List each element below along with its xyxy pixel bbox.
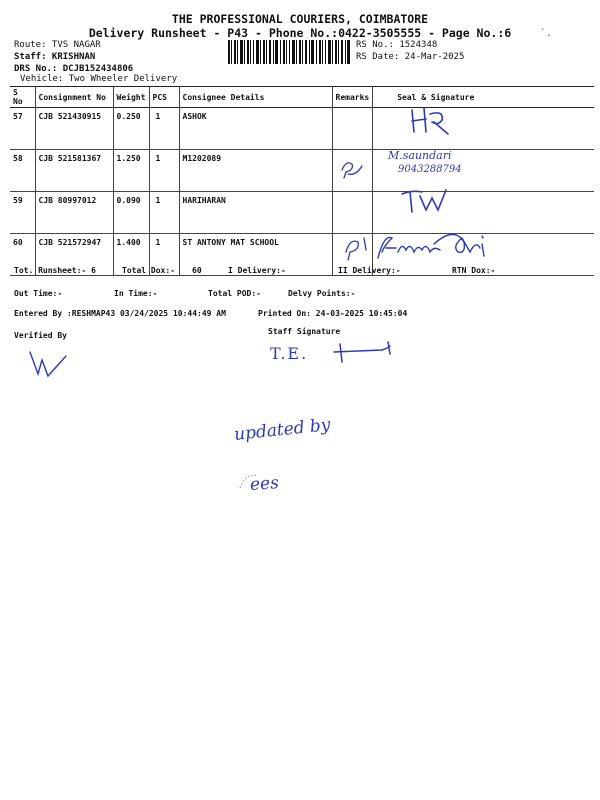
cell-consignment: CJB 80997012: [35, 192, 113, 234]
rs-number: RS No.: 1524348: [356, 40, 438, 50]
table-header-row: [10, 87, 594, 108]
handwritten-note-line2: ees: [249, 473, 280, 495]
barcode-image: [228, 40, 350, 64]
col-header-consignee: Consignee Details: [179, 87, 332, 108]
i-delivery: I Delivery:-: [228, 266, 286, 275]
cell-consignment: CJB 521572947: [35, 234, 113, 276]
row58-remark-tick: [336, 156, 366, 180]
cell-sno: 60: [10, 234, 35, 276]
verified-by-label: Verified By: [14, 331, 67, 340]
cell-remarks: [332, 108, 373, 150]
handwritten-note-line1: updated by: [233, 415, 332, 445]
runsheet-table: [10, 86, 594, 276]
rs-date: RS Date: 24-Mar-2025: [356, 52, 465, 62]
row59-signature: [398, 186, 458, 216]
cell-weight: 1.400: [113, 234, 149, 276]
staff-signature-label: Staff Signature: [268, 327, 341, 336]
cell-sno: 57: [10, 108, 35, 150]
cell-consignment: CJB 521430915: [35, 108, 113, 150]
printed-on: Printed On: 24-03-2025 10:45:04: [258, 309, 408, 318]
cell-sno: 58: [10, 150, 35, 192]
verified-by-signature: [26, 346, 76, 382]
drs-number: DRS No.: DCJB152434806: [14, 64, 134, 74]
cell-pcs: 1: [149, 150, 179, 192]
staff-signature-text: T.E.: [270, 344, 309, 363]
rtn-dox: RTN Dox:-: [452, 266, 496, 275]
total-pod: Total POD:-: [208, 289, 261, 298]
row58-seal-phone: 9043288794: [398, 164, 462, 175]
cell-pcs: 1: [149, 108, 179, 150]
ii-delivery: II Delivery:-: [338, 266, 401, 275]
staff-signature-scribble: [330, 336, 400, 366]
col-header-sno: S No: [10, 87, 35, 108]
table-row: [10, 192, 594, 234]
stray-mark: `.: [540, 28, 553, 39]
cell-consignment: CJB 521581367: [35, 150, 113, 192]
cell-pcs: 1: [149, 192, 179, 234]
route-label: Route: TVS NAGAR: [14, 40, 101, 50]
total-dox-label: Total Dox:-: [122, 266, 175, 275]
table-row: [10, 234, 594, 276]
cell-weight: 1.250: [113, 150, 149, 192]
cell-remarks: [332, 192, 373, 234]
table-row: [10, 150, 594, 192]
total-runsheet: Tot. Runsheet:- 6: [14, 266, 96, 275]
total-dox-value: 60: [192, 266, 202, 275]
cell-pcs: 1: [149, 234, 179, 276]
cell-consignee: ST ANTONY MAT SCHOOL: [179, 234, 332, 276]
table-row: [10, 108, 594, 150]
row60-remark-tick: [338, 234, 372, 262]
cell-weight: 0.090: [113, 192, 149, 234]
col-header-remarks: Remarks: [332, 87, 373, 108]
vehicle-label: Vehicle: Two Wheeler Delivery: [20, 74, 178, 84]
cell-consignee: ASHOK: [179, 108, 332, 150]
cell-consignee: M1202089: [179, 150, 332, 192]
out-time: Out Time:-: [14, 289, 63, 298]
row60-signature: [374, 228, 504, 264]
runsheet-subtitle: Delivery Runsheet - P43 - Phone No.:0422-3505555 - Page No.:6: [88, 26, 512, 40]
row57-signature: [404, 104, 464, 138]
delivery-points: Delvy Points:-: [288, 289, 356, 298]
row58-seal-name: M.saundari: [388, 149, 452, 162]
company-title: THE PROFESSIONAL COURIERS, COIMBATORE: [171, 12, 429, 26]
col-header-consignment: Consignment No: [35, 87, 113, 108]
cell-sno: 59: [10, 192, 35, 234]
col-header-pcs: PCS: [149, 87, 179, 108]
note-dotted-mark: [236, 468, 266, 494]
cell-weight: 0.250: [113, 108, 149, 150]
cell-consignee: HARIHARAN: [179, 192, 332, 234]
staff-label: Staff: KRISHNAN: [14, 52, 96, 62]
in-time: In Time:-: [114, 289, 158, 298]
col-header-seal: Seal & Signature: [373, 87, 594, 108]
entered-by: Entered By :RESHMAP43 03/24/2025 10:44:49 AM: [14, 309, 226, 318]
col-header-weight: Weight: [113, 87, 149, 108]
